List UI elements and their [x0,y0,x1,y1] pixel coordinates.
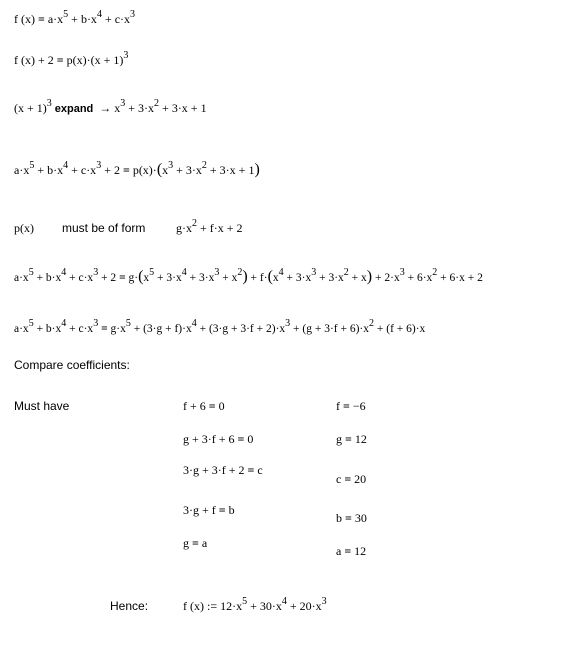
must-be-of-form-text: must be of form [62,221,146,235]
must-have-text: Must have [14,399,70,413]
solution-b: b = 30 [336,511,367,525]
coef-eq-1: f + 6 = 0 [183,399,225,413]
expand-keyword: expand [54,103,94,115]
p-label: p(x) [14,221,34,235]
expansion-line: $(x + 1)^3$ expand → $x^3 + 3\cdot x^2 + 3\cdot x + 1$ [14,98,207,115]
coef-eq-2: g + 3·f + 6 = 0 [183,432,254,446]
hence-text: Hence: [110,599,149,613]
equation-f-plus-2: f $(x) + 2 = p(x)\cdot(x + 1)^3$ [14,50,129,67]
final-result: f (x) := $12\cdot x^5 + 30\cdot x^4 + 20\cdot x^3$ [183,596,327,613]
equation-substituted: $a\cdot x^5 + b\cdot x^4 + c\cdot x^3 + 2 = p(x)\cdot(x^3 + 3\cdot x^2 + 3\cdot x + 1)$ [14,160,260,178]
equation-collected: $a\cdot x^5 + b\cdot x^4 + c\cdot x^3 = g\cdot x^5 + (3\cdot g + f)\cdot x^4 + (3\cdot g + 3\cdot f + 2)\cdot x^3 + (g + 3\cdot f + 6)\cdot x^2 + (f + 6)\cdot x$ [14,318,426,335]
solution-f: f = −6 [336,399,366,413]
coef-eq-4: 3·g + f = b [183,503,235,517]
definition-f: f $(x) = a\cdot x^5 + b\cdot x^4 + c\cdot x^3$ [14,9,136,26]
solution-g: g = 12 [336,432,367,446]
compare-coefficients-text: Compare coefficients: [14,358,130,372]
solution-c: c = 20 [336,472,367,486]
coef-eq-5: g = a [183,536,208,550]
p-form: $g\cdot x^2 + f\cdot x + 2$ [176,218,243,235]
coef-eq-3: 3·g + 3·f + 2 = c [183,463,263,477]
equation-expanded: $a\cdot x^5 + b\cdot x^4 + c\cdot x^3 + 2 = g\cdot(x^5 + 3\cdot x^4 + 3\cdot x^3 + x^2) + f\cdot(x^4 + 3\cdot x^3 + 3\cdot x^2 + x) + 2\cdot x^3 + 6\cdot x^2 + 6\cdot x + 2$ [14,267,483,285]
solution-a: a = 12 [336,544,367,558]
